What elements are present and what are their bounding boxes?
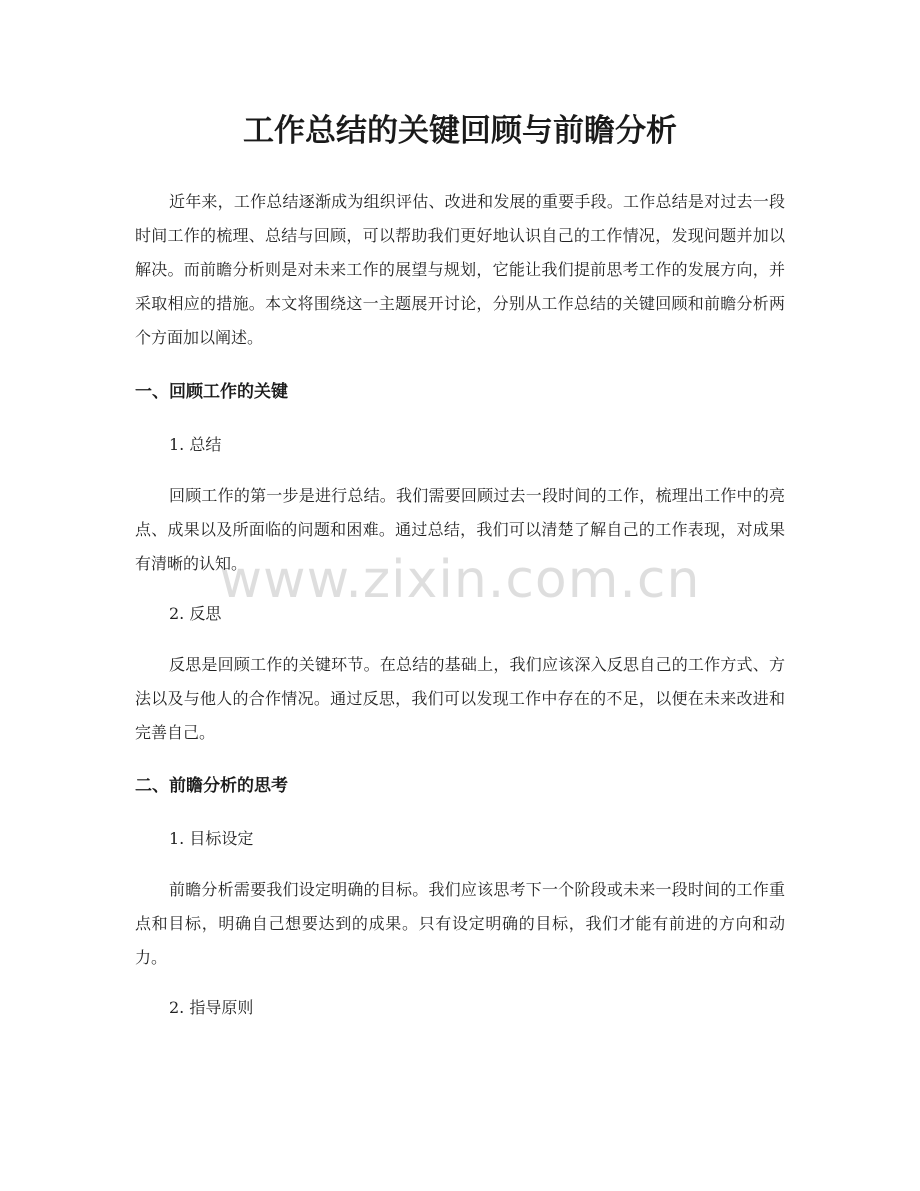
intro-paragraph: 近年来，工作总结逐渐成为组织评估、改进和发展的重要手段。工作总结是对过去一段时间工作的梳理、总结与回顾，可以帮助我们更好地认识自己的工作情况，发现问题并加以解决。而前瞻分析则是对未来工作的展望与规划，它能让我们提前思考工作的发展方向，并采取相应的措施。本文将围绕这一主题展开讨论，分别从工作总结的关键回顾和前瞻分析两个方面加以阐述。	[135, 192, 785, 347]
section1-heading: 一、回顾工作的关键	[135, 382, 288, 402]
section2-paragraph-goal: 前瞻分析需要我们设定明确的目标。我们应该思考下一个阶段或未来一段时间的工作重点和目标，明确自己想要达到的成果。只有设定明确的目标，我们才能有前进的方向和动力。	[135, 880, 785, 967]
section1-paragraph-reflection: 反思是回顾工作的关键环节。在总结的基础上，我们应该深入反思自己的工作方式、方法以及与他人的合作情况。通过反思，我们可以发现工作中存在的不足，以便在未来改进和完善自己。	[135, 655, 785, 742]
section1-paragraph-summary: 回顾工作的第一步是进行总结。我们需要回顾过去一段时间的工作，梳理出工作中的亮点、成果以及所面临的问题和困难。通过总结，我们可以清楚了解自己的工作表现，对成果有清晰的认知。	[135, 486, 785, 573]
section2-subheading-principles: 2. 指导原则	[169, 998, 254, 1017]
document-title: 工作总结的关键回顾与前瞻分析	[243, 113, 677, 149]
watermark: www.zixin.com.cn	[219, 550, 701, 610]
section1-subheading-reflection: 2. 反思	[169, 604, 222, 623]
section2-heading: 二、前瞻分析的思考	[135, 776, 288, 796]
section2-subheading-goal: 1. 目标设定	[169, 829, 254, 848]
section1-subheading-summary: 1. 总结	[169, 435, 222, 454]
